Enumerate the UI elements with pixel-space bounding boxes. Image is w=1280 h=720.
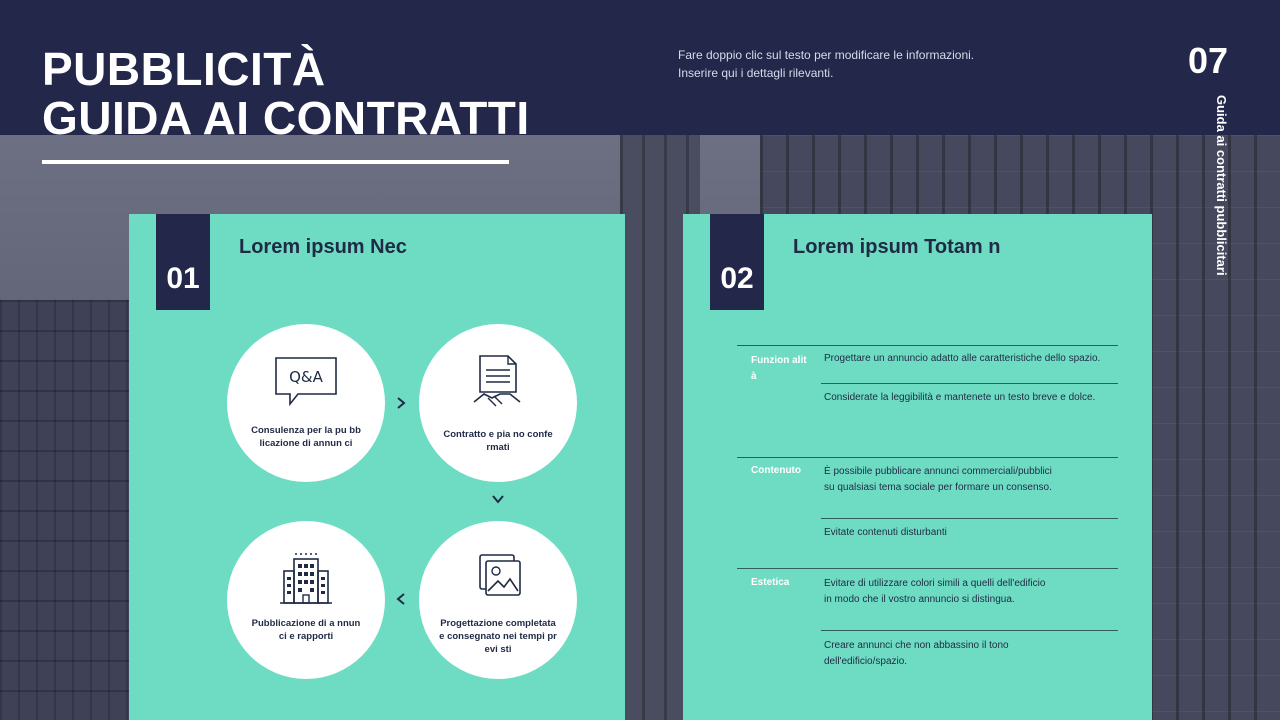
row-text-line[interactable]: Evitate contenuti disturbanti xyxy=(824,527,947,538)
row-text[interactable] xyxy=(824,638,1124,670)
item-divider xyxy=(821,518,1118,519)
step-circle-consultation xyxy=(227,324,385,482)
step-circle-contract xyxy=(419,324,577,482)
step-circle-design xyxy=(419,521,577,679)
panel-number-tab xyxy=(156,214,210,310)
background-building-left xyxy=(0,300,140,720)
instructions-text[interactable] xyxy=(678,46,974,82)
step-caption[interactable]: Progettazione completata e consegnato nei tempi previ sti xyxy=(439,618,557,655)
row-text-line[interactable]: dell'edificio/spazio. xyxy=(824,656,908,667)
panel-number[interactable]: 02 xyxy=(720,262,754,295)
item-divider xyxy=(821,383,1118,384)
row-text-line[interactable]: Considerate la leggibilità e mantenete un testo breve e dolce. xyxy=(824,392,1096,403)
step-caption[interactable]: Contratto e pia no confermati xyxy=(443,429,553,453)
instructions-line-2[interactable]: Inserire qui i dettagli rilevanti. xyxy=(678,66,834,80)
image-gallery-icon xyxy=(466,551,530,607)
building-icon xyxy=(274,551,338,607)
step-caption[interactable]: Consulenza per la pu bblicazione di annun ci xyxy=(251,425,361,449)
page-number[interactable]: 07 xyxy=(1188,40,1229,81)
row-divider xyxy=(737,345,1118,346)
contract-handshake-icon xyxy=(466,354,530,410)
panel-number[interactable]: 01 xyxy=(166,262,200,295)
vertical-section-label[interactable]: Guida ai contratti pubblicitari xyxy=(1214,95,1229,276)
page-title-line-2[interactable]: GUIDA AI CONTRATTI xyxy=(42,92,530,144)
row-text[interactable] xyxy=(824,390,1124,406)
row-text-line[interactable]: È possibile pubblicare annunci commerciali/pubblici xyxy=(824,466,1052,477)
row-divider xyxy=(737,457,1118,458)
step-circle-publication xyxy=(227,521,385,679)
instructions-line-1[interactable]: Fare doppio clic sul testo per modificare le informazioni. xyxy=(678,48,975,62)
row-text[interactable] xyxy=(824,464,1124,496)
row-divider xyxy=(737,568,1118,569)
row-label-aesthetics[interactable]: Estetica xyxy=(751,577,790,588)
row-text[interactable] xyxy=(824,351,1124,367)
row-text-line[interactable]: Creare annunci che non abbassino il tono xyxy=(824,640,1009,651)
row-text[interactable] xyxy=(824,525,1124,541)
qa-speech-bubble-icon xyxy=(274,354,338,410)
title-underline xyxy=(42,160,509,164)
row-text-line[interactable]: Progettare un annuncio adatto alle caratteristiche dello spazio. xyxy=(824,353,1101,364)
process-panel xyxy=(129,214,625,720)
page-title-line-1[interactable]: PUBBLICITÀ xyxy=(42,43,326,95)
row-text-line[interactable]: Evitare di utilizzare colori simili a quelli dell'edificio xyxy=(824,578,1046,589)
row-text[interactable] xyxy=(824,576,1124,608)
panel-title[interactable]: Lorem ipsum Nec xyxy=(239,236,407,258)
row-label-functionality[interactable]: Funzion alità xyxy=(751,355,807,382)
row-label-content[interactable]: Contenuto xyxy=(751,465,801,476)
row-text-line[interactable]: su qualsiasi tema sociale per formare un consenso. xyxy=(824,482,1052,493)
step-caption[interactable]: Pubblicazione di a nnunci e rapporti xyxy=(251,618,361,642)
panel-number-tab xyxy=(710,214,764,310)
chevron-left-icon xyxy=(394,592,408,606)
guidelines-panel xyxy=(683,214,1152,720)
qa-icon-text: Q&A xyxy=(289,368,323,386)
chevron-down-icon xyxy=(491,492,505,506)
page-title[interactable] xyxy=(42,45,530,143)
panel-title[interactable]: Lorem ipsum Totam n xyxy=(793,236,1001,258)
row-text-line[interactable]: in modo che il vostro annuncio si distingua. xyxy=(824,594,1015,605)
item-divider xyxy=(821,630,1118,631)
chevron-right-icon xyxy=(394,396,408,410)
